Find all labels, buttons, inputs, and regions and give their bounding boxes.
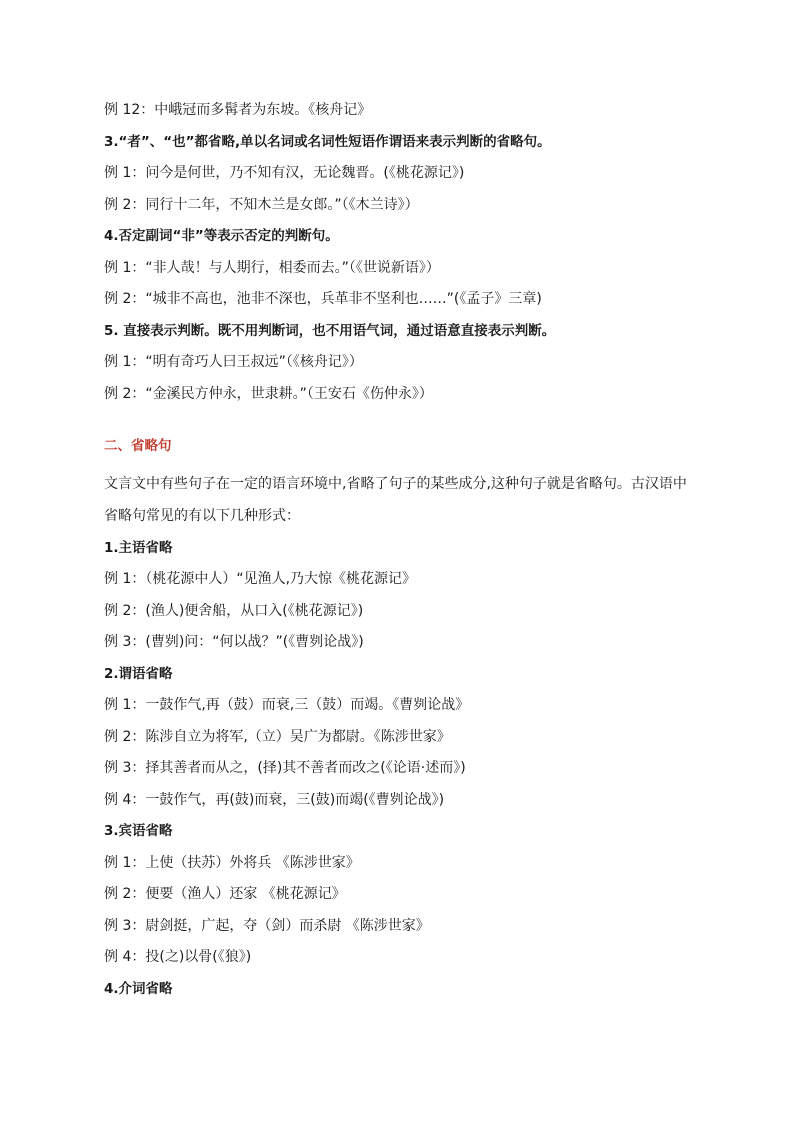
omission-example-line: 例 4：一鼓作气，再(鼓)而衰，三(鼓)而竭(《曹刿论战》) (104, 791, 445, 808)
omission-example-line: 例 2：(渔人)便舍船，从口入(《桃花源记》) (104, 602, 364, 619)
judgment-example-line: 例 2：“城非不高也，池非不深也，兵革非不坚利也……”(《孟子》三章) (104, 291, 542, 307)
omission-subheading: 2.谓语省略 (104, 665, 173, 682)
omission-example-line: 例 2：便要（渔人）还家 《桃花源记》 (104, 886, 346, 902)
judgment-subheading: 3.“者”、“也”都省略,单以名词或名词性短语作谓语来表示判断的省略句。 (104, 133, 551, 150)
judgment-example-line: 例 1：问今是何世，乃不知有汉，无论魏晋。(《桃花源记》) (104, 165, 465, 181)
omission-example-line: 例 1：（桃花源中人）“见渔人,乃大惊《桃花源记》 (104, 571, 417, 587)
omission-subheading: 1.主语省略 (104, 539, 173, 556)
judgment-subheading: 4.否定副词“非”等表示否定的判断句。 (104, 228, 339, 244)
omission-sentence-section (104, 538, 704, 1000)
judgment-example-line: 例 2：“金溪民方仲永，世隶耕。”（王安石《伤仲永》） (104, 385, 433, 402)
document-page (104, 100, 704, 1010)
intro-paragraph: 文言文中有些句子在一定的语言环境中,省略了句子的某些成分,这种句子就是省略句。古汉语中省略句常见的有以下几种形式： (104, 475, 687, 524)
omission-example-line: 例 3：尉剑挺，广起，夺（剑）而杀尉 《陈涉世家》 (104, 917, 430, 934)
omission-example-line: 例 2：陈涉自立为将军,（立）吴广为都尉。《陈涉世家》 (104, 728, 451, 745)
judgment-example-line: 例 1：“明有奇巧人曰王叔远”（《核舟记》） (104, 354, 363, 370)
omission-example-line: 例 3：(曹刿)问：“何以战？”(《曹刿论战》) (104, 634, 364, 650)
omission-subheading: 3.宾语省略 (104, 823, 173, 839)
omission-example-line: 例 3：择其善者而从之，(择)其不善者而改之(《论语·述而》) (104, 760, 466, 776)
section-gap (104, 415, 704, 436)
omission-example-line: 例 1：上使（扶苏）外将兵 《陈涉世家》 (104, 854, 360, 871)
judgment-example-line: 例 2：同行十二年，不知木兰是女郎。”（《木兰诗》） (104, 196, 419, 213)
omission-example-line: 例 4：投(之)以骨(《狼》) (104, 949, 252, 965)
judgment-example-line: 例 1：“非人哉！与人期行，相委而去。”（《世说新语》） (104, 259, 440, 276)
section-heading: 二、省略句 (104, 438, 172, 454)
omission-subheading: 4.介词省略 (104, 980, 173, 997)
judgment-example-line: 例 12：中峨冠而多髯者为东坡。《核舟记》 (104, 102, 372, 118)
judgment-subheading: 5. 直接表示判断。既不用判断词，也不用语气词，通过语意直接表示判断。 (104, 322, 556, 339)
judgment-sentence-section (104, 100, 704, 405)
omission-example-line: 例 1：一鼓作气,再（鼓）而衰,三（鼓）而竭。《曹刿论战》 (104, 697, 470, 713)
